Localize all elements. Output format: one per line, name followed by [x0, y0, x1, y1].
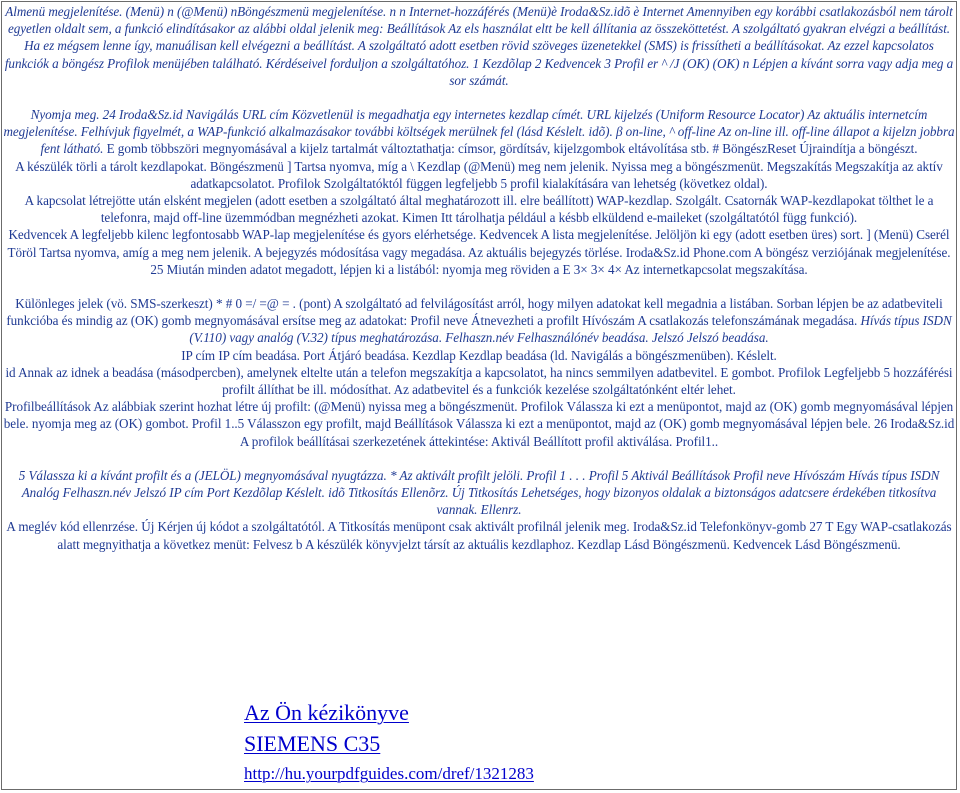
text-segment: Kedvencek A legfeljebb kilenc legfontosabb WAP-lap megjelenítése és gyors elérhetsége. Kedvencek A lista megjelenítése. Jelöljön ki egy (adott esetben üres) sort. ] (Menü) Cserél Töröl Tartsa nyomva, amíg a meg nem jelenik. A bejegyzés módosítása vagy megadása. Az aktuális bejegyzés törlése. Iroda&Sz.id Phone.com A böngész verziójának megjelenítése. 25 Miután minden adatot megadott, lépjen ki a listából: nyomja meg röviden a E 3× 3× 4× Az internetkapcsolat megszakítása.: [7, 227, 951, 277]
text-segment: Profilbeállítások Az alábbiak szerint hozhat létre új profilt: (@Menü) nyissa meg a böngészmenüt. Profilok Válassza ki ezt a menüpontot, majd az (OK) gomb megnyomásával lépjen bele. nyomja meg az (OK) gombot. Profil 1..5 Válasszon egy profilt, majd Beállítások Válassza ki ezt a menüpontot, majd az (OK) gomb megnyomásával lépjen bele. 26 Iroda&Sz.id A profilok beállításai szerkezetének áttekintése: Aktivál Beállított profil aktiválása. Profil1..: [3, 399, 955, 449]
text-segment: IP cím IP cím beadása. Port Átjáró beadása. Kezdlap Kezdlap beadása (ld. Navigálás a böngészmenüben). Késlelt.: [181, 347, 777, 363]
text-segment: Különleges jelek (vö. SMS-szerkeszt) * # 0 =/ =@ = . (pont) A szolgáltató ad felvilágosítást arról, hogy milyen adatokat kell megadnia a listában. Sorban lépjen be az adatbeviteli funkcióba és mindig az (OK) gomb megnyomásával ersítse meg az adatokat: Profil neve Átnevezheti a profilt Hívószám A csatlakozás telefonszámának megadása.: [6, 296, 943, 329]
text-segment: Nyomja meg. 24 Iroda&Sz.id Navigálás URL cím Közvetlenül is megadhatja egy internetes kezdlap címét. URL kijelzés (Uniform Resource Locator) Az aktuális internetcím megjelenítése. Felhívjuk figyelmét, a WAP-funkció alkalmazásakor további költségek merülnek fel (lásd Késlelt. idõ). β on-line, ^ off-line Az on-line ill. off-line állapot a kijelzn jobbra fent látható.: [3, 107, 955, 157]
paragraph: [3, 106, 955, 158]
paragraph: [3, 347, 955, 364]
device-model-link[interactable]: SIEMENS C35: [244, 731, 381, 756]
paragraph: [3, 158, 955, 192]
text-segment: Hívás típus ISDN (V.110) vagy analóg (V.32) típus meghatározása. Felhaszn.név Felhasználónév beadása. Jelszó Jelszó beadása.: [189, 313, 952, 346]
text-segment: 5 Válassza ki a kívánt profilt és a (JELÖL) megnyomásával nyugtázza. * Az aktivált profilt jelöli. Profil 1 . . . Profil 5 Aktivál Beállítások Profil neve Hívószám Hívás típus ISDN Analóg Felhaszn.név Jelszó IP cím Port Kezdõlap Késlelt. idõ Titkosítás Ellenõrz. Új Titkosítás Lehetséges, hogy bizonyos oldalak a biztonságos adatcsere érdekében titkosítva vannak. Ellenrz.: [18, 467, 940, 518]
source-url-link[interactable]: http://hu.yourpdfguides.com/dref/1321283: [244, 764, 534, 783]
paragraph: [3, 3, 955, 89]
paragraph: [3, 398, 955, 450]
text-segment: A meglév kód ellenrzése. Új Kérjen új kódot a szolgáltatótól. A Titkosítás menüpont csak aktivált profilnál jelenik meg. Iroda&Sz.id Telefonkönyv-gomb 27 T Egy WAP-csatlakozás alatt megnyithatja a következ menüt: Felvesz b A készülék könyvjelzt társít az aktuális kezdlaphoz. Kezdlap Lásd Böngészmenü. Kedvencek Lásd Böngészmenü.: [6, 519, 952, 552]
paragraph-gap: [3, 89, 955, 106]
text-segment: A készülék törli a tárolt kezdlapokat. Böngészmenü ] Tartsa nyomva, míg a \ Kezdlap (@Menü) meg nem jelenik. Nyissa meg a böngészmenüt. Megszakítás Megszakítja az aktív adatkapcsolatot. Profilok Szolgáltatóktól függen legfeljebb 5 profil kialakítására van lehetség (következ oldal).: [15, 158, 943, 191]
text-segment: Almenü megjelenítése. (Menü) n (@Menü) nBöngészmenü megjelenítése. n n Internet-hozzáférés (Menü)è Iroda&Sz.idõ è Internet Amennyiben egy korábbi csatlakozásból nem tárolt egyetlen oldalt sem, a funkció elindításakor az alábbi oldal jelenik meg: Beállítások Az els használat eltt be kell állítania az összeköttetést. A szolgáltató gyakran elvégzi a beállítást. Ha ez mégsem lenne így, manuálisan kell elvégezni a beállítást. A szolgáltató adott esetben rövid szöveges üzenetekkel (SMS) is frissítheti a beállításokat. Az ezzel kapcsolatos funkciók a böngész Profilok menüjében található. Kérdéseivel forduljon a szolgáltatóhoz. 1 Kezdõlap 2 Kedvencek 3 Profil er ^ /J (OK) (OK) n Lépjen a kívánt sorra vagy adja meg a sor számát.: [4, 4, 954, 88]
paragraph: [3, 192, 955, 226]
paragraph: [3, 295, 955, 347]
paragraph-gap: [3, 278, 955, 295]
paragraph: [3, 467, 955, 519]
document-body: [3, 3, 955, 553]
text-segment: A kapcsolat létrejötte után elsként megjelen (adott esetben a szolgáltató által meghatározott ill. elre beállított) WAP-kezdlap. Szolgált. Csatornák WAP-kezdlapokat tölthet le a telefonra, majd off-line üzemmódban megnézheti azokat. Kimen Itt tárolhatja például a késbb elküldend e-maileket (szolgáltatótól függ funkció).: [24, 193, 934, 226]
text-segment: E gomb többszöri megnyomásával a kijelz tartalmát változtathatja: címsor, gördítsáv, kijelzgombok eltávolítása stb. # BöngészReset Újraindítja a böngészt.: [103, 141, 918, 157]
footer-links: [244, 697, 624, 787]
paragraph-gap: [3, 450, 955, 467]
paragraph: [3, 226, 955, 278]
paragraph: [3, 364, 955, 398]
manual-title-link[interactable]: Az Ön kézikönyve: [244, 700, 409, 725]
paragraph: [3, 518, 955, 552]
text-segment: id Annak az idnek a beadása (másodpercben), amelynek eltelte után a telefon megszakítja a kapcsolatot, ha nincs semmilyen adatbevitel. E gombot. Profilok Legfeljebb 5 hozzáférési profilt állíthat be ill. módosíthat. Az adatbevitel és a funkciók kezelése szolgáltatónként eltér lehet.: [5, 364, 953, 398]
